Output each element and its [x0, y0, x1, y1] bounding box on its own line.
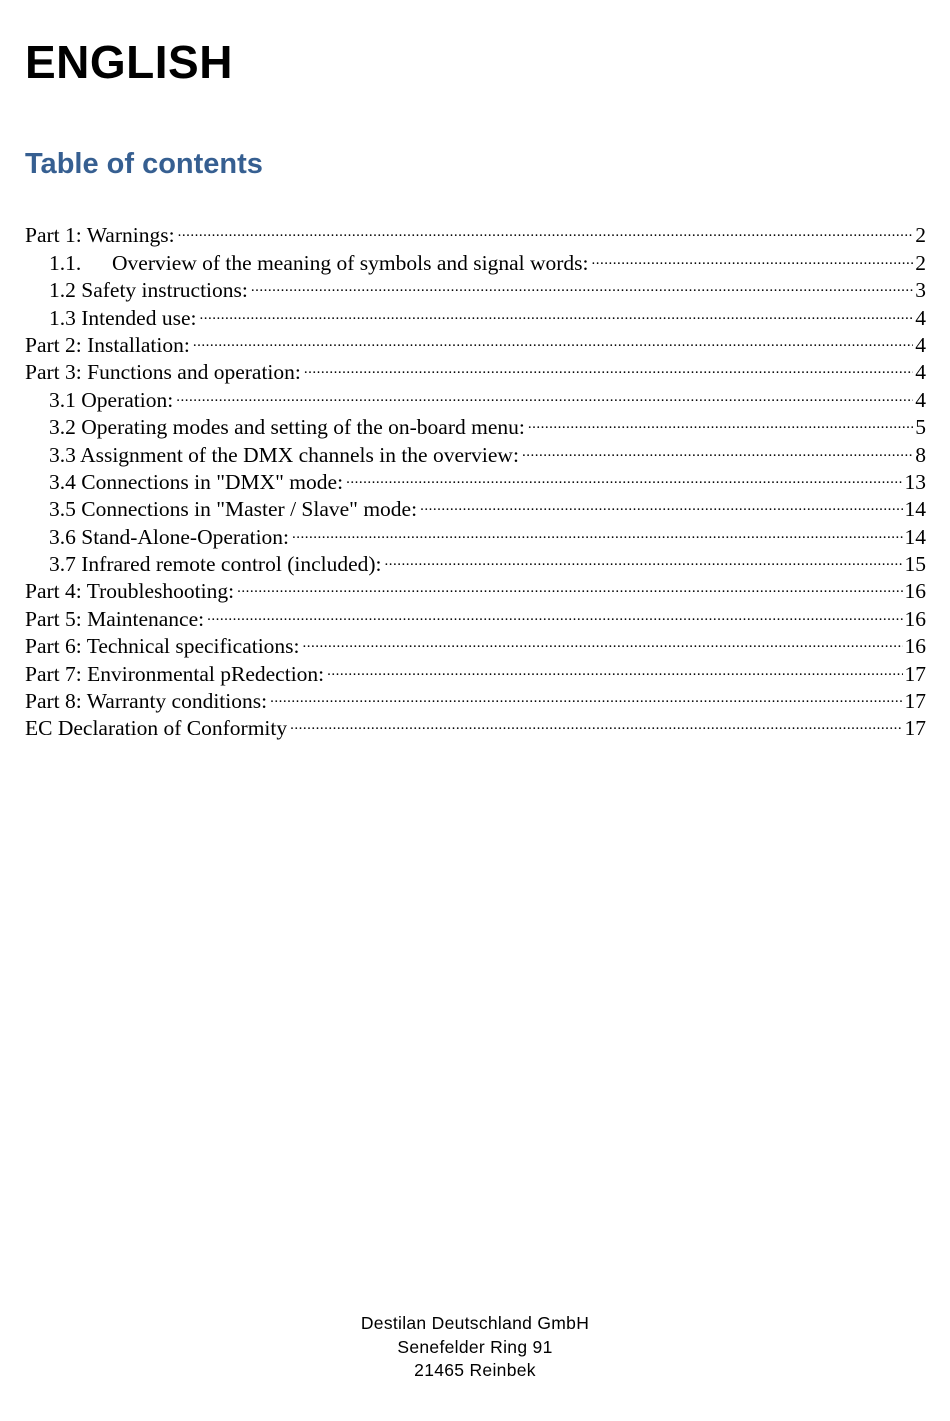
toc-page-number: 17 [904, 689, 926, 714]
toc-page-number: 17 [904, 661, 926, 686]
toc-dot-leader [292, 516, 902, 543]
toc-page-number: 4 [915, 332, 926, 357]
toc-dot-leader [251, 270, 913, 297]
toc-entry-label: Part 7: Environmental pRedection: [25, 661, 325, 686]
toc-dot-leader [176, 379, 913, 406]
toc-entry-label: Part 2: Installation: [25, 332, 190, 357]
toc-entry-label: 3.2 Operating modes and setting of the on-board menu: [49, 415, 525, 440]
toc-page-number: 2 [915, 223, 926, 248]
toc-entry-label: EC Declaration of Conformity [25, 716, 288, 741]
toc-entry-label: Part 6: Technical specifications: [25, 634, 300, 659]
toc-entry-label: 3.3 Assignment of the DMX channels in the overview: [49, 442, 519, 467]
toc-entry-label: 3.4 Connections in "DMX" mode: [49, 469, 344, 494]
toc-dot-leader [528, 407, 913, 434]
toc-dot-leader [193, 325, 913, 352]
page-heading: ENGLISH [25, 36, 233, 88]
toc-entry-label: 3.6 Stand-Alone-Operation: [49, 524, 290, 549]
toc-entry-number: 1.1. [49, 250, 82, 275]
toc-entry-label: 3.5 Connections in "Master / Slave" mode: [49, 497, 418, 522]
toc-dot-leader [207, 598, 902, 625]
toc-page-number: 3 [915, 278, 926, 303]
toc-page-number: 4 [915, 305, 926, 330]
toc-dot-leader [199, 297, 913, 324]
toc-entry-label: 1.3 Intended use: [49, 305, 197, 330]
toc-page-number: 15 [904, 552, 926, 577]
company-address-footer [0, 1312, 950, 1383]
toc-page-number: 8 [915, 442, 926, 467]
table-of-contents [25, 215, 926, 741]
toc-page-number: 16 [904, 606, 926, 631]
toc-entry-label: 1.2 Safety instructions: [49, 278, 248, 303]
toc-dot-leader [420, 489, 902, 516]
toc-page-number: 16 [904, 634, 926, 659]
toc-entry-label: Part 3: Functions and operation: [25, 360, 301, 385]
toc-entry-label: Overview of the meaning of symbols and signal words: [112, 250, 589, 275]
toc-entry-part-1[interactable] [25, 215, 926, 248]
toc-page-number: 16 [904, 579, 926, 604]
toc-entry-label: Part 8: Warranty conditions: [25, 689, 268, 714]
toc-dot-leader [178, 215, 914, 242]
toc-entry-label: 3.1 Operation: [49, 387, 174, 412]
toc-dot-leader [270, 681, 902, 708]
toc-page-number: 5 [915, 415, 926, 440]
toc-dot-leader [346, 462, 902, 489]
toc-dot-leader [290, 708, 902, 735]
toc-dot-leader [303, 626, 903, 653]
toc-entry-label: Part 5: Maintenance: [25, 606, 205, 631]
toc-page-number: 14 [904, 524, 926, 549]
toc-dot-leader [327, 653, 902, 680]
toc-dot-leader [522, 434, 913, 461]
toc-dot-leader [237, 571, 902, 598]
toc-page-number: 2 [915, 250, 926, 275]
toc-entry-label: 3.7 Infrared remote control (included): [49, 552, 382, 577]
footer-company-name: Destilan Deutschland GmbH [360, 1313, 590, 1333]
toc-page-number: 13 [904, 469, 926, 494]
toc-entry-label: Part 1: Warnings: [25, 223, 175, 248]
toc-page-number: 17 [904, 716, 926, 741]
toc-dot-leader [304, 352, 913, 379]
toc-page-number: 4 [915, 360, 926, 385]
toc-dot-leader [592, 242, 914, 269]
toc-page-number: 4 [915, 387, 926, 412]
toc-page-number: 14 [904, 497, 926, 522]
toc-entry-label: Part 4: Troubleshooting: [25, 579, 235, 604]
footer-street: Senefelder Ring 91 [397, 1336, 553, 1357]
toc-dot-leader [385, 544, 903, 571]
footer-city: 21465 Reinbek [414, 1360, 536, 1380]
toc-title: Table of contents [25, 148, 263, 180]
